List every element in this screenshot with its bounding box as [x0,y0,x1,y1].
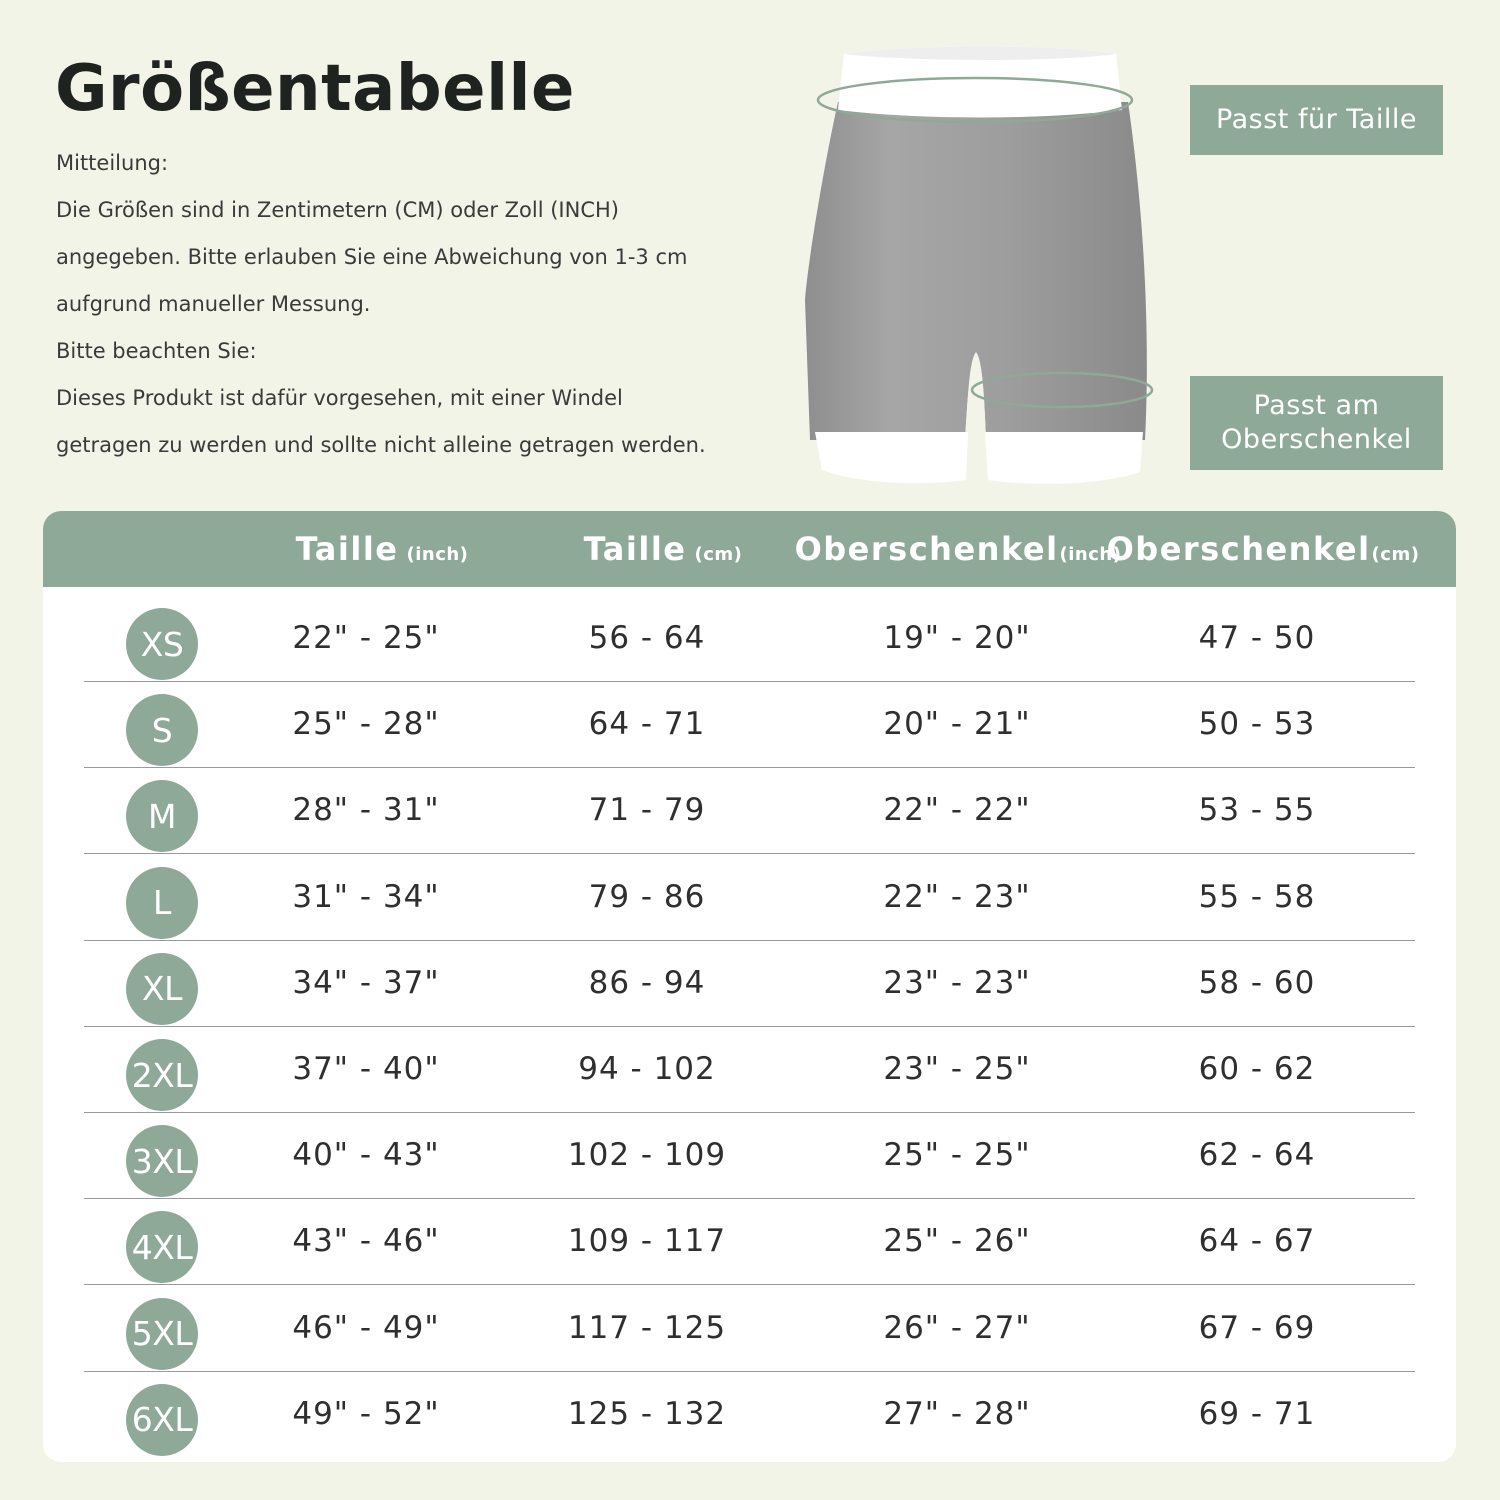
left-leg-cuff [815,432,968,483]
size-badge: 5XL [126,1298,198,1370]
thigh-cm-cell: 47 - 50 [1198,620,1316,656]
waist-inch-cell: 43" - 46" [292,1223,440,1260]
waist-cm-cell: 71 - 79 [588,792,706,829]
thigh-cm-cell: 60 - 62 [1198,1051,1316,1087]
header-unit: (inch) [406,543,469,565]
size-badge: S [126,694,198,766]
table-row [84,1026,1415,1113]
size-badge: XS [126,608,198,680]
waist-cm-cell: 86 - 94 [588,964,706,1001]
waist-inch-cell: 34" - 37" [292,964,440,1001]
thigh-inch-cell: 25" - 26" [883,1223,1031,1260]
thigh-cm-cell: 50 - 53 [1198,706,1316,743]
waist-cm-cell: 109 - 117 [567,1223,727,1260]
thigh-cm-cell: 67 - 69 [1198,1309,1316,1346]
thigh-inch-cell: 26" - 27" [883,1309,1031,1346]
waist-inch-cell: 49" - 52" [292,1395,440,1432]
size-badge: XL [126,953,198,1025]
table-row [84,1371,1415,1457]
size-badge: M [126,780,198,852]
header-label: Taille [295,530,399,568]
waist-inch-cell: 37" - 40" [292,1051,440,1087]
waist-cm-cell: 117 - 125 [567,1309,727,1346]
thigh-inch-cell: 23" - 25" [883,1051,1031,1087]
thigh-cm-cell: 58 - 60 [1198,964,1316,1001]
header-waist-cm [548,511,778,587]
waist-cm-cell: 64 - 71 [588,706,706,743]
thigh-cm-cell: 55 - 58 [1198,878,1316,915]
waist-cm-cell: 102 - 109 [567,1137,727,1174]
table-row [84,767,1415,854]
header-thigh-cm [1106,511,1420,587]
waist-inch-cell: 40" - 43" [292,1137,440,1174]
table-row [84,940,1415,1027]
note-line: getragen zu werden und sollte nicht alleine getragen werden. [56,433,706,457]
waist-fit-label: Passt für Taille [1216,104,1417,135]
waist-fit-tag [1190,85,1443,155]
right-leg-cuff [985,432,1143,484]
waist-inch-cell: 46" - 49" [292,1309,440,1346]
table-row [84,681,1415,768]
header-thigh-inch [794,511,1122,587]
waist-cm-cell: 125 - 132 [567,1395,727,1432]
header-label: Taille [583,530,687,568]
size-badge: 4XL [126,1211,198,1283]
thigh-inch-cell: 20" - 21" [883,706,1031,743]
waist-inch-cell: 25" - 28" [292,706,440,743]
waist-inch-cell: 22" - 25" [292,620,440,656]
size-badge: 2XL [126,1039,198,1111]
table-row [84,1112,1415,1199]
note-line: Mitteilung: [56,151,169,175]
header-unit: (cm) [694,543,743,565]
header-unit: (cm) [1371,543,1420,565]
waist-inch-cell: 28" - 31" [292,792,440,829]
thigh-fit-label-line2: Oberschenkel [1221,424,1412,455]
note-line: Die Größen sind in Zentimetern (CM) oder Zoll (INCH) [56,198,619,222]
note-line: aufgrund manueller Messung. [56,292,371,316]
header-label: Oberschenkel [1106,530,1371,568]
thigh-cm-cell: 62 - 64 [1198,1137,1316,1174]
thigh-inch-cell: 27" - 28" [883,1395,1031,1432]
thigh-inch-cell: 25" - 25" [883,1137,1031,1174]
thigh-cm-cell: 64 - 67 [1198,1223,1316,1260]
thigh-inch-cell: 22" - 22" [883,792,1031,829]
thigh-inch-cell: 22" - 23" [883,878,1031,915]
thigh-cm-cell: 53 - 55 [1198,792,1316,829]
thigh-fit-tag [1190,376,1443,470]
notes-block [56,140,776,469]
table-row [84,1198,1415,1285]
size-badge: 3XL [126,1125,198,1197]
thigh-fit-label-line1: Passt am [1253,390,1380,421]
waist-inch-cell: 31" - 34" [292,878,440,915]
page-title: Größentabelle [55,52,575,126]
size-badge: L [126,867,198,939]
table-row [84,595,1415,682]
header-label: Oberschenkel [794,530,1059,568]
shorts-illustration [800,40,1160,495]
table-header [43,511,1456,587]
thigh-inch-cell: 23" - 23" [883,964,1031,1001]
table-row [84,854,1415,941]
thigh-inch-cell: 19" - 20" [883,620,1031,656]
header-waist-inch [267,511,497,587]
waist-cm-cell: 79 - 86 [588,878,706,915]
note-line: Dieses Produkt ist dafür vorgesehen, mit einer Windel [56,386,623,410]
header-unit: (inch) [1059,543,1122,565]
waist-cm-cell: 94 - 102 [578,1051,716,1087]
note-line: Bitte beachten Sie: [56,339,257,363]
waist-cm-cell: 56 - 64 [588,620,706,656]
note-line: angegeben. Bitte erlauben Sie eine Abweichung von 1-3 cm [56,245,688,269]
size-table [43,511,1456,1462]
thigh-cm-cell: 69 - 71 [1198,1395,1316,1432]
size-badge: 6XL [126,1384,198,1456]
table-row [84,1285,1415,1372]
